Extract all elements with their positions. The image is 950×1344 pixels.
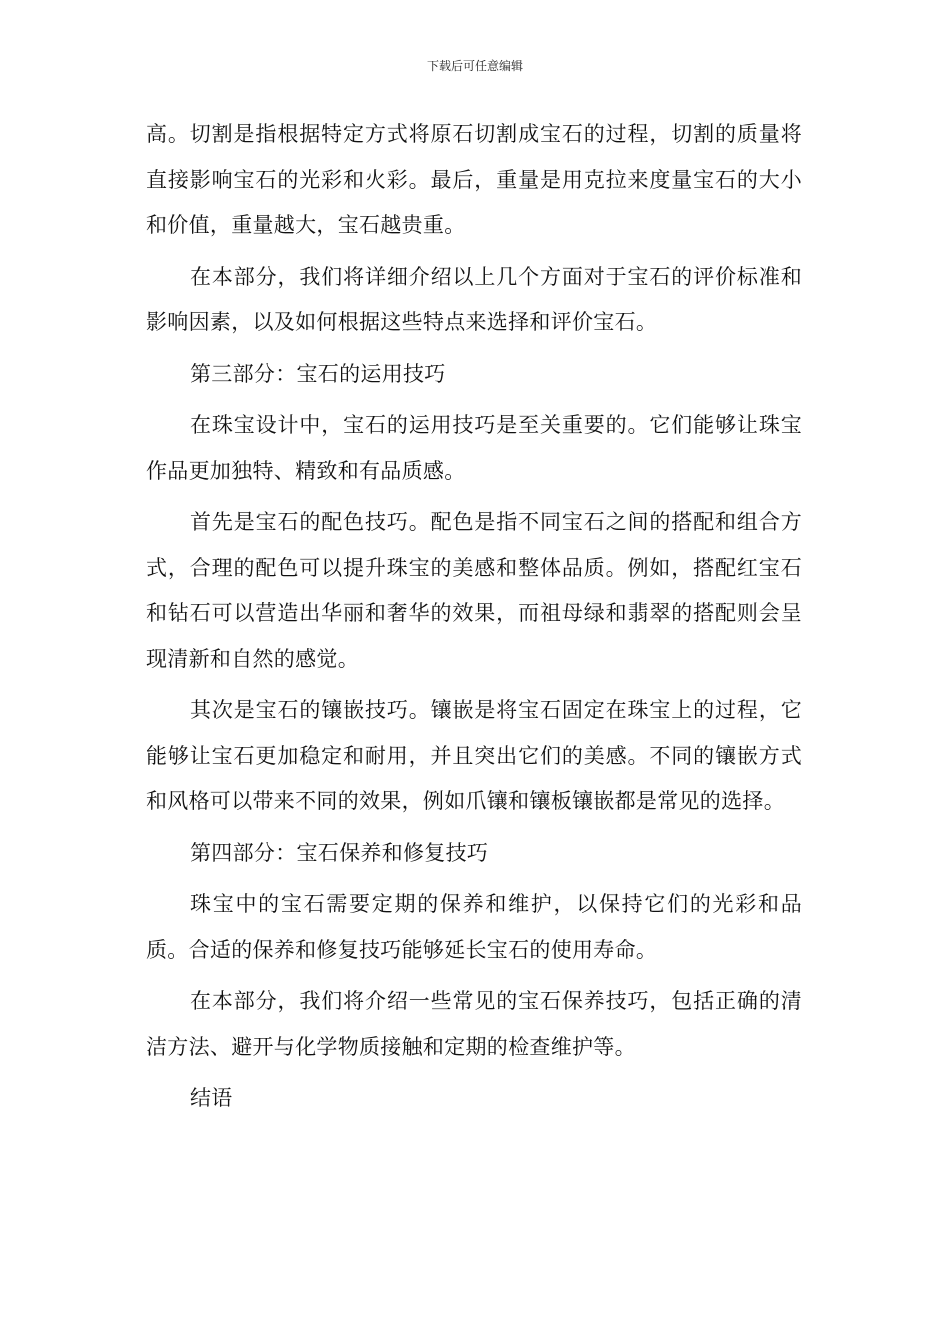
paragraph-color-matching: 首先是宝石的配色技巧。配色是指不同宝石之间的搭配和组合方式，合理的配色可以提升珠宝的美感和整体品质。例如，搭配红宝石和钻石可以营造出华丽和奢华的效果，而祖母绿和翡翠的搭配则会呈现清新和自然的感觉。 <box>146 510 802 671</box>
paragraph-maintenance-details: 在本部分，我们将介绍一些常见的宝石保养技巧，包括正确的清洁方法、避开与化学物质接触和定期的检查维护等。 <box>146 989 802 1059</box>
section-heading-part-three: 第三部分：宝石的运用技巧 <box>190 361 446 386</box>
section-heading-conclusion: 结语 <box>190 1086 233 1110</box>
paragraph-usage-intro: 在珠宝设计中，宝石的运用技巧是至关重要的。它们能够让珠宝作品更加独特、精致和有品质感。 <box>146 413 802 483</box>
page-header: 下载后可任意编辑 <box>426 59 523 73</box>
paragraph-intro-evaluation: 在本部分，我们将详细介绍以上几个方面对于宝石的评价标准和影响因素，以及如何根据这些特点来选择和评价宝石。 <box>146 264 802 334</box>
paragraph-maintenance-intro: 珠宝中的宝石需要定期的保养和维护，以保持它们的光彩和品质。合适的保养和修复技巧能够延长宝石的使用寿命。 <box>146 892 802 962</box>
paragraph-continuation: 高。切割是指根据特定方式将原石切割成宝石的过程，切割的质量将直接影响宝石的光彩和火彩。最后，重量是用克拉来度量宝石的大小和价值，重量越大，宝石越贵重。 <box>146 122 802 237</box>
document-body <box>146 112 802 1128</box>
section-heading-part-four: 第四部分：宝石保养和修复技巧 <box>190 840 489 865</box>
paragraph-setting-technique: 其次是宝石的镶嵌技巧。镶嵌是将宝石固定在珠宝上的过程，它能够让宝石更加稳定和耐用，并且突出它们的美感。不同的镶嵌方式和风格可以带来不同的效果，例如爪镶和镶板镶嵌都是常见的选择。 <box>146 698 802 813</box>
